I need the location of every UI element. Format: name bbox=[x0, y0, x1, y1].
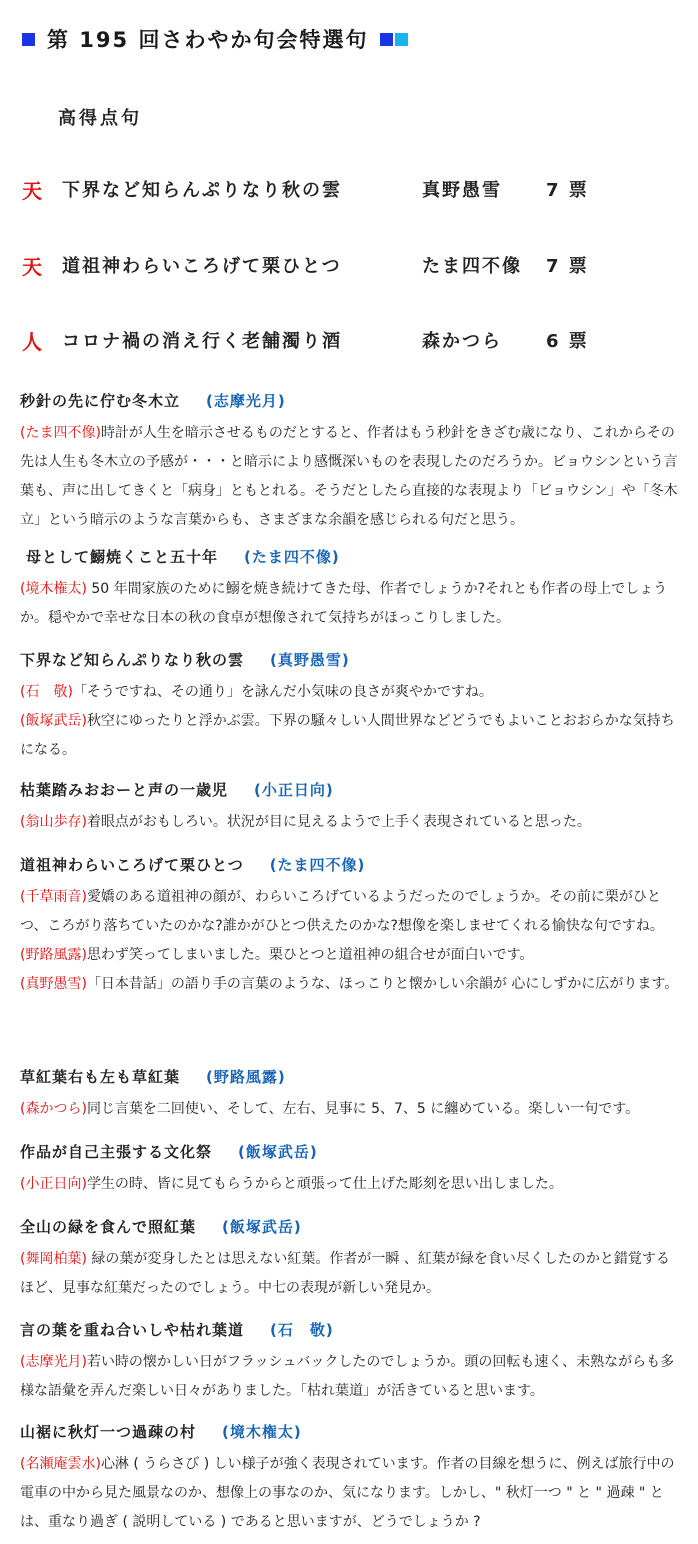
haiku-entry bbox=[20, 1319, 682, 1406]
comment bbox=[20, 419, 682, 535]
rank-label: 天 bbox=[22, 254, 44, 279]
comment bbox=[20, 1245, 682, 1303]
top-haiku-author: たま四不像 bbox=[422, 256, 522, 277]
comment-text: 着眼点がおもしろい。状況が目に見えるようで上手く表現されていると思った。 bbox=[86, 814, 591, 830]
comment-text: 思わず笑ってしまいました。栗ひとつと道祖神の組合せが面白いです。 bbox=[86, 947, 534, 963]
comment-text: 心淋 ( うらさび ) しい様子が強く表現されています。作者の目線を想うに、例えば旅行中の電車の中から見た風景なのか、想像上の事なのか、気になります。しかし、" 秋灯一つ " と " 過疎 " とは、重なり過ぎ ( 説明している ) であると思いますが、どうでしょうか ? bbox=[20, 1456, 675, 1530]
page-header bbox=[22, 24, 408, 54]
haiku-line bbox=[20, 546, 682, 568]
haiku-line bbox=[20, 1216, 682, 1238]
commenter-name: (千草雨音) bbox=[20, 889, 87, 905]
top-haiku-row bbox=[22, 251, 589, 279]
comment-text: 秋空にゆったりと浮かぶ雲。下界の騒々しい人間世界などどうでもよいことおおらかな気持ちになる。 bbox=[20, 713, 675, 758]
comment-text: 「そうですね、その通り」を詠んだ小気味の良さが爽やかですね。 bbox=[72, 684, 493, 700]
haiku-text: 言の葉を重ね合いしや枯れ葉道 bbox=[20, 1321, 245, 1339]
blue-square-icon bbox=[22, 33, 35, 46]
haiku-text: 道祖神わらいころげて栗ひとつ bbox=[20, 856, 244, 874]
comment bbox=[20, 970, 682, 999]
rank-label: 人 bbox=[22, 329, 44, 354]
top-haiku-author: 森かつら bbox=[422, 331, 502, 352]
haiku-author: (たま四不像) bbox=[269, 856, 366, 874]
haiku-author: (真野愚雪) bbox=[270, 651, 350, 669]
haiku-text: 作品が自己主張する文化祭 bbox=[20, 1143, 213, 1161]
comment-text: 緑の葉が変身したとは思えない紅葉。作者が一瞬 、紅葉が緑を食い尽くしたのかと錯覚するほど、見事な紅葉だったのでしょう。中七の表現が新しい発見か。 bbox=[20, 1251, 670, 1296]
haiku-author: (たま四不像) bbox=[244, 548, 340, 566]
blue-square-icon bbox=[380, 33, 393, 46]
commenter-name: (石 敬) bbox=[20, 684, 73, 700]
commenter-name: (舞岡柏葉) bbox=[20, 1251, 87, 1267]
haiku-text: 枯葉踏みおおーと声の一歳児 bbox=[20, 781, 229, 799]
haiku-text: 山裾に秋灯一つ過疎の村 bbox=[20, 1423, 197, 1441]
haiku-author: (志摩光月) bbox=[206, 392, 286, 410]
commenter-name: (境木権太) bbox=[20, 581, 87, 597]
cyan-square-icon bbox=[395, 33, 408, 46]
haiku-text: 全山の緑を食んで照紅葉 bbox=[20, 1218, 197, 1236]
haiku-entry bbox=[20, 1216, 682, 1303]
haiku-line bbox=[20, 1141, 682, 1163]
page-title: 第 195 回さわやか句会特選句 bbox=[47, 28, 369, 52]
commenter-name: (名瀬庵雲水) bbox=[20, 1456, 101, 1472]
rank-label: 天 bbox=[22, 178, 44, 203]
comment bbox=[20, 678, 682, 707]
commenter-name: (たま四不像) bbox=[20, 425, 101, 441]
haiku-entry bbox=[20, 1066, 682, 1124]
haiku-entry bbox=[20, 649, 682, 765]
comment bbox=[20, 941, 682, 970]
top-haiku-votes: 7 票 bbox=[546, 180, 589, 201]
haiku-text: 母として鰯焼くこと五十年 bbox=[26, 548, 219, 566]
haiku-line bbox=[20, 854, 682, 876]
top-haiku-row bbox=[22, 326, 589, 354]
comment bbox=[20, 1450, 682, 1537]
haiku-entry bbox=[20, 546, 682, 633]
haiku-author: (野路風露) bbox=[206, 1068, 286, 1086]
comment bbox=[20, 1170, 682, 1199]
haiku-author: (境木権太) bbox=[222, 1423, 302, 1441]
comment-text: 50 年間家族のために鰯を焼き続けてきた母、作者でしょうか?それとも作者の母上でしょうか。穏やかで幸せな日本の秋の食卓が想像されて気持ちがほっこりしました。 bbox=[20, 581, 668, 626]
haiku-entry bbox=[20, 779, 682, 837]
commenter-name: (飯塚武岳) bbox=[20, 713, 87, 729]
comment bbox=[20, 1348, 682, 1406]
section-heading: 高得点句 bbox=[58, 108, 142, 129]
top-haiku-votes: 6 票 bbox=[546, 331, 589, 352]
haiku-text: 下界など知らんぷりなり秋の雲 bbox=[20, 651, 245, 669]
top-haiku-row bbox=[22, 175, 589, 203]
haiku-line bbox=[20, 1319, 682, 1341]
haiku-line bbox=[20, 779, 682, 801]
haiku-entry bbox=[20, 390, 682, 535]
haiku-author: (飯塚武岳) bbox=[222, 1218, 302, 1236]
haiku-entry bbox=[20, 1141, 682, 1199]
comment bbox=[20, 707, 682, 765]
comment bbox=[20, 575, 682, 633]
commenter-name: (真野愚雪) bbox=[20, 976, 87, 992]
haiku-text: 秒針の先に佇む冬木立 bbox=[20, 392, 181, 410]
haiku-line bbox=[20, 390, 682, 412]
commenter-name: (翁山歩存) bbox=[20, 814, 87, 830]
haiku-author: (小正日向) bbox=[254, 781, 334, 799]
top-haiku-text: コロナ禍の消え行く老舗濁り酒 bbox=[62, 331, 342, 352]
comment-text: 若い時の懐かしい日がフラッシュバックしたのでしょうか。頭の回転も速く、未熟ながらも多様な語彙を弄んだ楽しい日々がありました。「枯れ葉道」が活きていると思います。 bbox=[20, 1354, 675, 1399]
top-haiku-text: 下界など知らんぷりなり秋の雲 bbox=[62, 180, 342, 201]
haiku-author: (飯塚武岳) bbox=[238, 1143, 318, 1161]
comment-text: 時計が人生を暗示させるものだとすると、作者はもう秒針をきざむ歳になり、これからその先は人生も冬木立の予感が・・・と暗示により感慨深いものを表現したのだろうか。ビョウシンという言葉も、声に出してきくと「病身」ともとれる。そうだとしたら直接的な表現より「ビョウシン」や「冬木立」という暗示のような言葉からも、さまざまな余韻を感じられる句だと思う。 bbox=[20, 425, 678, 528]
top-haiku-author: 真野愚雪 bbox=[422, 180, 502, 201]
comment bbox=[20, 808, 682, 837]
haiku-author: (石 敬) bbox=[270, 1321, 334, 1339]
commenter-name: (志摩光月) bbox=[20, 1354, 87, 1370]
comment-text: 学生の時、皆に見てもらうからと頑張って仕上げた彫刻を思い出しました。 bbox=[86, 1176, 563, 1192]
top-haiku-votes: 7 票 bbox=[546, 256, 589, 277]
comment bbox=[20, 1095, 682, 1124]
haiku-line bbox=[20, 1066, 682, 1088]
comment-text: 「日本昔話」の語り手の言葉のような、ほっこりと懐かしい余韻が 心にしずかに広がります。 bbox=[86, 976, 679, 992]
haiku-line bbox=[20, 1421, 682, 1443]
comment-text: 同じ言葉を二回使い、そして、左右、見事に 5、7、5 に纏めている。楽しい一句です。 bbox=[86, 1101, 640, 1117]
commenter-name: (小正日向) bbox=[20, 1176, 87, 1192]
comment bbox=[20, 883, 682, 941]
haiku-entry bbox=[20, 1421, 682, 1537]
haiku-text: 草紅葉右も左も草紅葉 bbox=[20, 1068, 181, 1086]
haiku-line bbox=[20, 649, 682, 671]
commenter-name: (野路風露) bbox=[20, 947, 87, 963]
haiku-entry bbox=[20, 854, 682, 999]
commenter-name: (森かつら) bbox=[20, 1101, 87, 1117]
top-haiku-text: 道祖神わらいころげて栗ひとつ bbox=[62, 256, 342, 277]
comment-text: 愛嬌のある道祖神の顔が、わらいころげているようだったのでしょうか。その前に栗がひとつ、ころがり落ちていたのかな?誰かがひとつ供えたのかな?想像を楽しませてくれる愉快な句ですね。 bbox=[20, 889, 664, 934]
